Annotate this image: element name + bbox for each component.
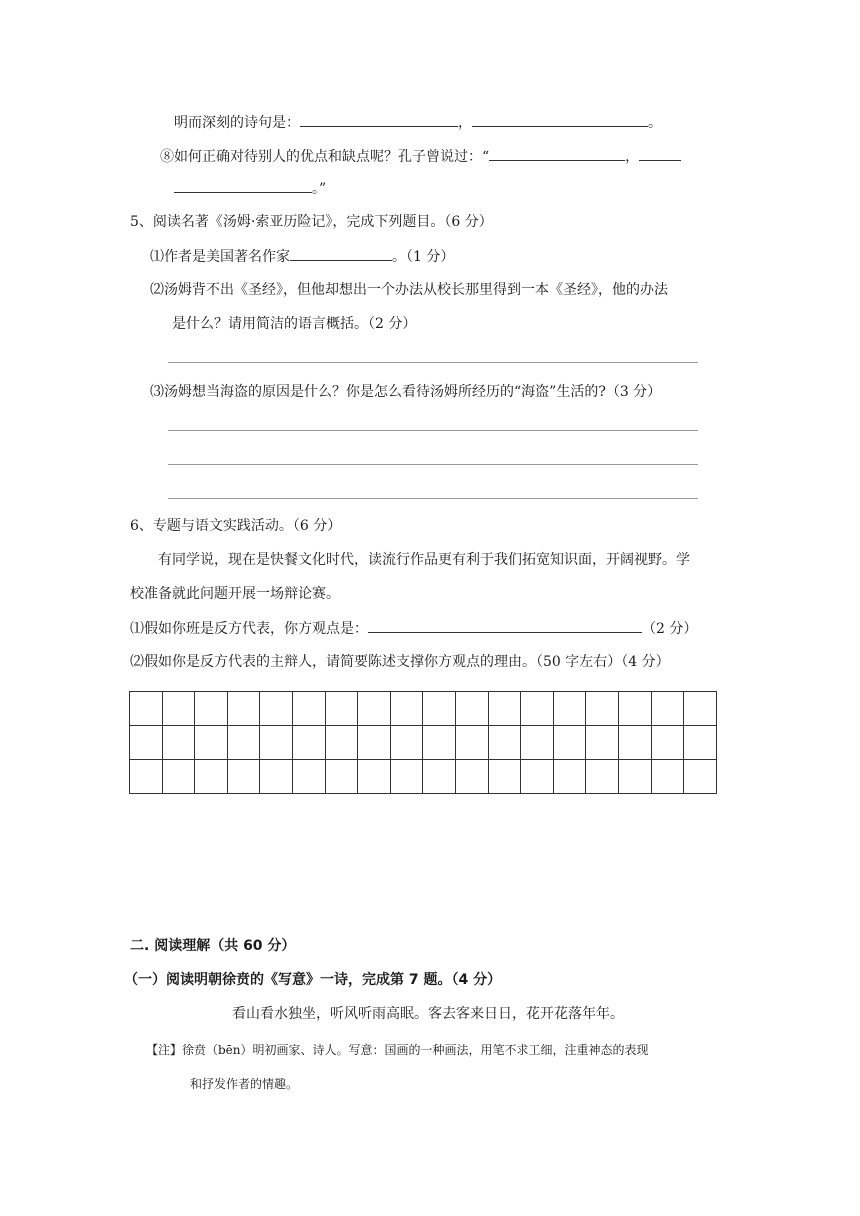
grid-cell[interactable] [227,692,260,726]
grid-cell[interactable] [390,726,423,760]
grid-cell[interactable] [618,726,651,760]
grid-cell[interactable] [358,692,391,726]
grid-cell[interactable] [195,726,228,760]
answer-blank[interactable] [290,246,392,261]
poem: 看山看水独坐，听风听雨高眠。客去客来日日，花开花落年年。 [232,1006,624,1022]
grid-cell[interactable] [130,760,163,794]
annotation-line2: 和抒发作者的情趣。 [190,1077,299,1091]
grid-cell[interactable] [521,760,554,794]
grid-cell[interactable] [130,692,163,726]
grid-cell[interactable] [618,760,651,794]
q4-item8: ⑧如何正确对待别人的优点和缺点呢？孔子曾说过：“ ， [160,146,681,167]
grid-cell[interactable] [488,726,521,760]
q4-item8-cont: 。” [174,178,326,199]
answer-blank[interactable] [368,618,642,633]
grid-cell[interactable] [684,726,717,760]
grid-cell[interactable] [586,692,619,726]
grid-cell[interactable] [260,692,293,726]
q6-para-line2: 校准备就此问题开展一场辩论赛。 [130,586,340,602]
grid-cell[interactable] [618,692,651,726]
grid-cell[interactable] [651,726,684,760]
grid-row [130,760,717,794]
grid-cell[interactable] [227,760,260,794]
answer-blank[interactable] [174,178,312,193]
grid-cell[interactable] [325,760,358,794]
answer-line[interactable] [168,362,698,363]
grid-cell[interactable] [423,760,456,794]
grid-cell[interactable] [162,726,195,760]
grid-cell[interactable] [455,692,488,726]
grid-cell[interactable] [292,726,325,760]
grid-cell[interactable] [553,760,586,794]
q5-sub3: ⑶汤姆想当海盗的原因是什么？你是怎么看待汤姆所经历的“海盗”生活的?（3 分） [150,384,662,400]
grid-cell[interactable] [292,760,325,794]
grid-cell[interactable] [488,692,521,726]
answer-line[interactable] [168,464,698,465]
q6-para-line1: 有同学说，现在是快餐文化时代，读流行作品更有利于我们拓宽知识面，开阔视野。学 [158,552,690,568]
q6-title: 6、专题与语文实践活动。（6 分） [130,518,342,534]
answer-blank[interactable] [489,146,625,161]
q4-line7-prefix: 明而深刻的诗句是： [174,115,300,131]
q4-line7: 明而深刻的诗句是： ， 。 [174,112,662,133]
grid-cell[interactable] [390,760,423,794]
answer-line[interactable] [168,430,698,431]
grid-cell[interactable] [195,692,228,726]
answer-blank[interactable] [639,146,681,161]
grid-cell[interactable] [162,692,195,726]
grid-cell[interactable] [553,692,586,726]
grid-cell[interactable] [521,692,554,726]
grid-cell[interactable] [358,760,391,794]
grid-row [130,692,717,726]
q4-item8-text: ⑧如何正确对待别人的优点和缺点呢？孔子曾说过：“ [160,149,490,165]
grid-cell[interactable] [292,692,325,726]
grid-cell[interactable] [195,760,228,794]
grid-cell[interactable] [651,692,684,726]
grid-cell[interactable] [684,760,717,794]
grid-cell[interactable] [455,726,488,760]
grid-cell[interactable] [586,760,619,794]
grid-cell[interactable] [325,692,358,726]
grid-cell[interactable] [162,760,195,794]
writing-grid[interactable] [129,691,717,794]
grid-cell[interactable] [260,760,293,794]
grid-cell[interactable] [553,726,586,760]
grid-row [130,726,717,760]
answer-blank[interactable] [472,112,648,127]
q6-sub1: ⑴假如你班是反方代表，你方观点是： （2 分） [130,618,697,639]
q5-sub2-line1: ⑵汤姆背不出《圣经》，但他却想出一个办法从校长那里得到一本《圣经》，他的办法 [150,282,668,298]
answer-blank[interactable] [300,112,458,127]
grid-cell[interactable] [488,760,521,794]
grid-cell[interactable] [227,726,260,760]
grid-cell[interactable] [260,726,293,760]
grid-cell[interactable] [521,726,554,760]
annotation-line1: 【注】徐贲（bēn）明初画家、诗人。写意：国画的一种画法，用笔不求工细，注重神态的表现 [146,1043,649,1057]
q5-title: 5、阅读名著《汤姆·索亚历险记》，完成下列题目。（6 分） [130,214,493,230]
grid-cell[interactable] [586,726,619,760]
part1-heading: （一）阅读明朝徐贲的《写意》一诗，完成第 7 题。（4 分） [124,972,502,988]
grid-cell[interactable] [358,726,391,760]
q5-sub2-line2: 是什么？请用简洁的语言概括。（2 分） [172,316,417,332]
grid-cell[interactable] [325,726,358,760]
grid-cell[interactable] [423,692,456,726]
grid-cell[interactable] [390,692,423,726]
grid-cell[interactable] [423,726,456,760]
q5-sub1: ⑴作者是美国著名作家 。（1 分） [150,246,454,267]
grid-cell[interactable] [455,760,488,794]
answer-line[interactable] [168,498,698,499]
grid-cell[interactable] [651,760,684,794]
grid-cell[interactable] [684,692,717,726]
section2-heading: 二. 阅读理解（共 60 分） [130,938,296,954]
q6-sub2: ⑵假如你是反方代表的主辩人，请简要陈述支撑你方观点的理由。（50 字左右）（4 分） [130,654,670,670]
grid-cell[interactable] [130,726,163,760]
